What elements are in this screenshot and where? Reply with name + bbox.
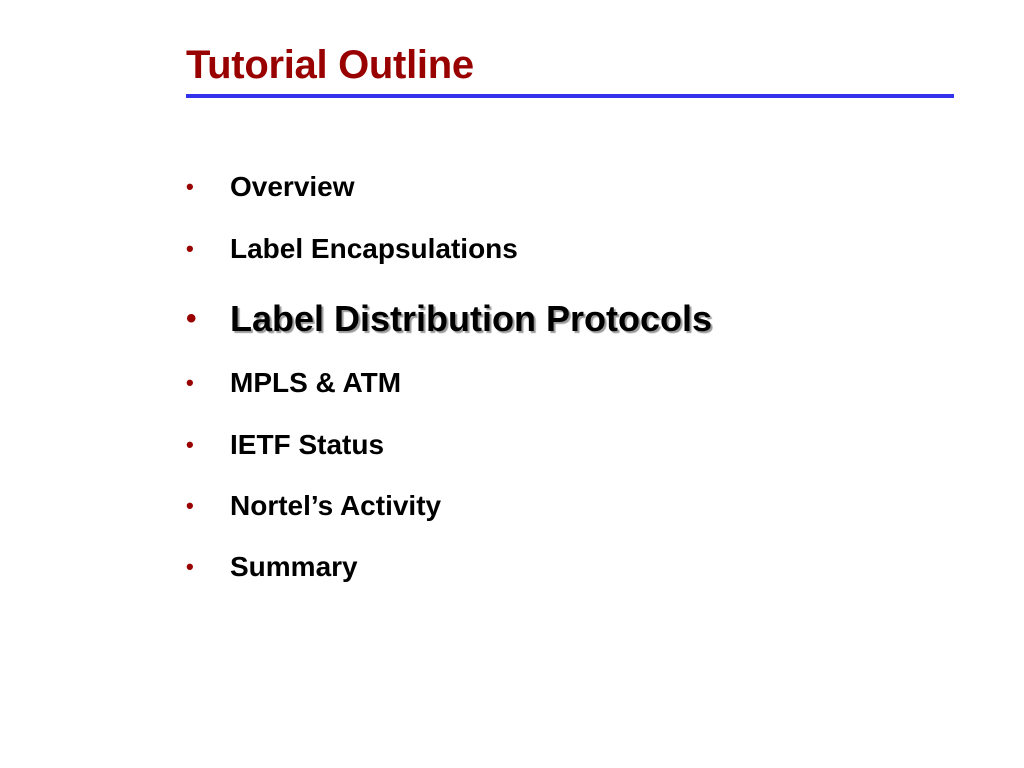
bullet-icon: •: [186, 432, 194, 457]
outline-item-label: Summary: [230, 551, 358, 582]
outline-item-label: Label Distribution Protocols: [230, 298, 713, 339]
bullet-icon: •: [186, 493, 194, 518]
outline-item-label: Label Encapsulations: [230, 233, 518, 264]
bullet-icon: •: [186, 370, 194, 395]
bullet-icon: •: [186, 302, 197, 335]
bullet-icon: •: [186, 554, 194, 579]
bullet-icon: •: [186, 174, 194, 199]
outline-item-label: MPLS & ATM: [230, 367, 402, 398]
slide-title: Tutorial Outline: [186, 43, 474, 87]
outline-item-label: Overview: [230, 171, 355, 202]
outline-item-label: IETF Status: [230, 429, 385, 460]
outline-item-label: Nortel’s Activity: [230, 490, 442, 521]
title-underline: [186, 94, 954, 98]
bullet-icon: •: [186, 236, 194, 261]
